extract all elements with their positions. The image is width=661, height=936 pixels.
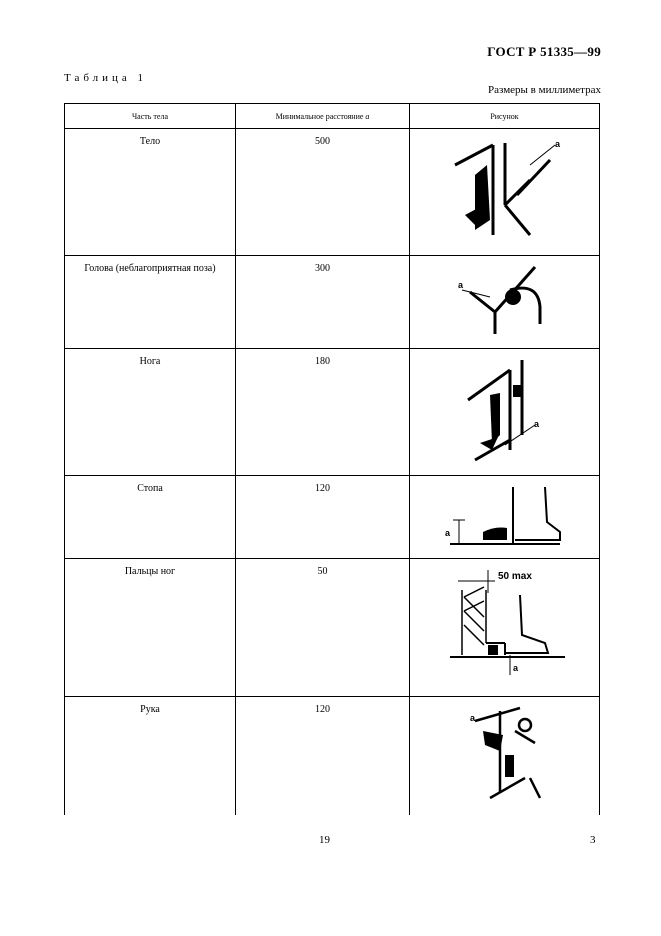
arm-clearance-icon xyxy=(445,703,565,803)
table-row xyxy=(65,129,600,256)
head-clearance-icon xyxy=(450,262,560,342)
standard-header: ГОСТ Р 51335—99 xyxy=(487,44,601,59)
row-figure xyxy=(410,349,600,476)
svg-text:50 max: 50 max xyxy=(497,571,532,582)
svg-text:a: a xyxy=(554,139,560,149)
col-header-body-part: Часть тела xyxy=(65,104,236,129)
table-caption: Таблица 1 xyxy=(64,72,148,84)
table-row xyxy=(65,559,600,697)
row-distance: 180 xyxy=(236,349,410,476)
svg-text:a: a xyxy=(469,713,475,723)
units-note: Размеры в миллиметрах xyxy=(488,84,601,96)
col-header-min-distance: Минимальное расстояние a xyxy=(236,104,410,129)
row-distance: 300 xyxy=(236,256,410,349)
row-part: Нога xyxy=(65,349,236,476)
row-figure xyxy=(410,129,600,256)
row-figure xyxy=(410,476,600,559)
svg-text:a: a xyxy=(444,528,450,538)
sheet-number: 3 xyxy=(590,834,596,846)
table-header-row xyxy=(65,104,600,129)
table-row xyxy=(65,476,600,559)
row-part: Тело xyxy=(65,129,236,256)
row-part: Голова (неблагоприятная поза) xyxy=(65,256,236,349)
svg-text:a: a xyxy=(533,419,539,429)
row-distance: 120 xyxy=(236,697,410,815)
col-header-figure: Рисунок xyxy=(410,104,600,129)
row-distance: 120 xyxy=(236,476,410,559)
row-part: Пальцы ног xyxy=(65,559,236,697)
row-distance: 50 xyxy=(236,559,410,697)
svg-text:a: a xyxy=(512,663,518,673)
row-part: Стопа xyxy=(65,476,236,559)
row-distance: 500 xyxy=(236,129,410,256)
leg-clearance-icon xyxy=(450,355,560,465)
clearance-table xyxy=(64,103,600,815)
foot-clearance-icon xyxy=(435,482,575,552)
row-part: Рука xyxy=(65,697,236,815)
table-row xyxy=(65,697,600,815)
row-figure xyxy=(410,697,600,815)
svg-text:a: a xyxy=(457,280,463,290)
table-row xyxy=(65,349,600,476)
toes-clearance-icon xyxy=(440,565,570,680)
row-figure xyxy=(410,256,600,349)
table-row xyxy=(65,256,600,349)
body-clearance-icon xyxy=(435,135,575,245)
row-figure xyxy=(410,559,600,697)
page-number: 19 xyxy=(319,834,330,846)
